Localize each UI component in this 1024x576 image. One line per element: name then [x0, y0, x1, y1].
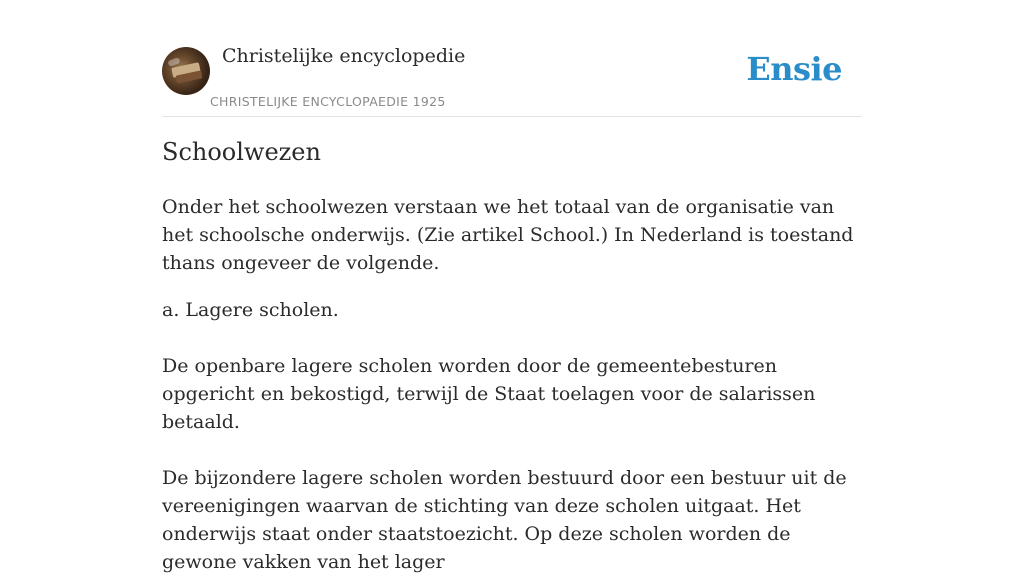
article-title: Schoolwezen — [162, 138, 321, 166]
article-paragraph: De openbare lagere scholen worden door de gemeentebesturen opgericht en bekostigd, terwijl de Staat toelagen voor de salarissen betaald. — [162, 355, 816, 433]
site-header — [162, 0, 862, 117]
site-title[interactable]: Christelijke encyclopedie — [222, 45, 466, 67]
article-body — [162, 193, 862, 576]
page — [162, 0, 862, 573]
book-stack-avatar-icon[interactable] — [162, 47, 210, 95]
article-section-heading: a. Lagere scholen. — [162, 299, 339, 321]
article-paragraph: Onder het schoolwezen verstaan we het totaal van de organisatie van het schoolsche onderwijs. (Zie artikel School.) In Nederland is toestand thans ongeveer de volgende. — [162, 196, 854, 274]
site-subtitle: CHRISTELIJKE ENCYCLOPAEDIE 1925 — [210, 94, 446, 109]
article-paragraph: De bijzondere lagere scholen worden bestuurd door een bestuur uit de vereenigingen waarvan de stichting van deze scholen uitgaat. Het onderwijs staat onder staatstoezicht. Op deze scholen worden de gewone vakken van het lager — [162, 467, 847, 573]
ensie-logo-link[interactable]: Ensie — [746, 50, 842, 88]
